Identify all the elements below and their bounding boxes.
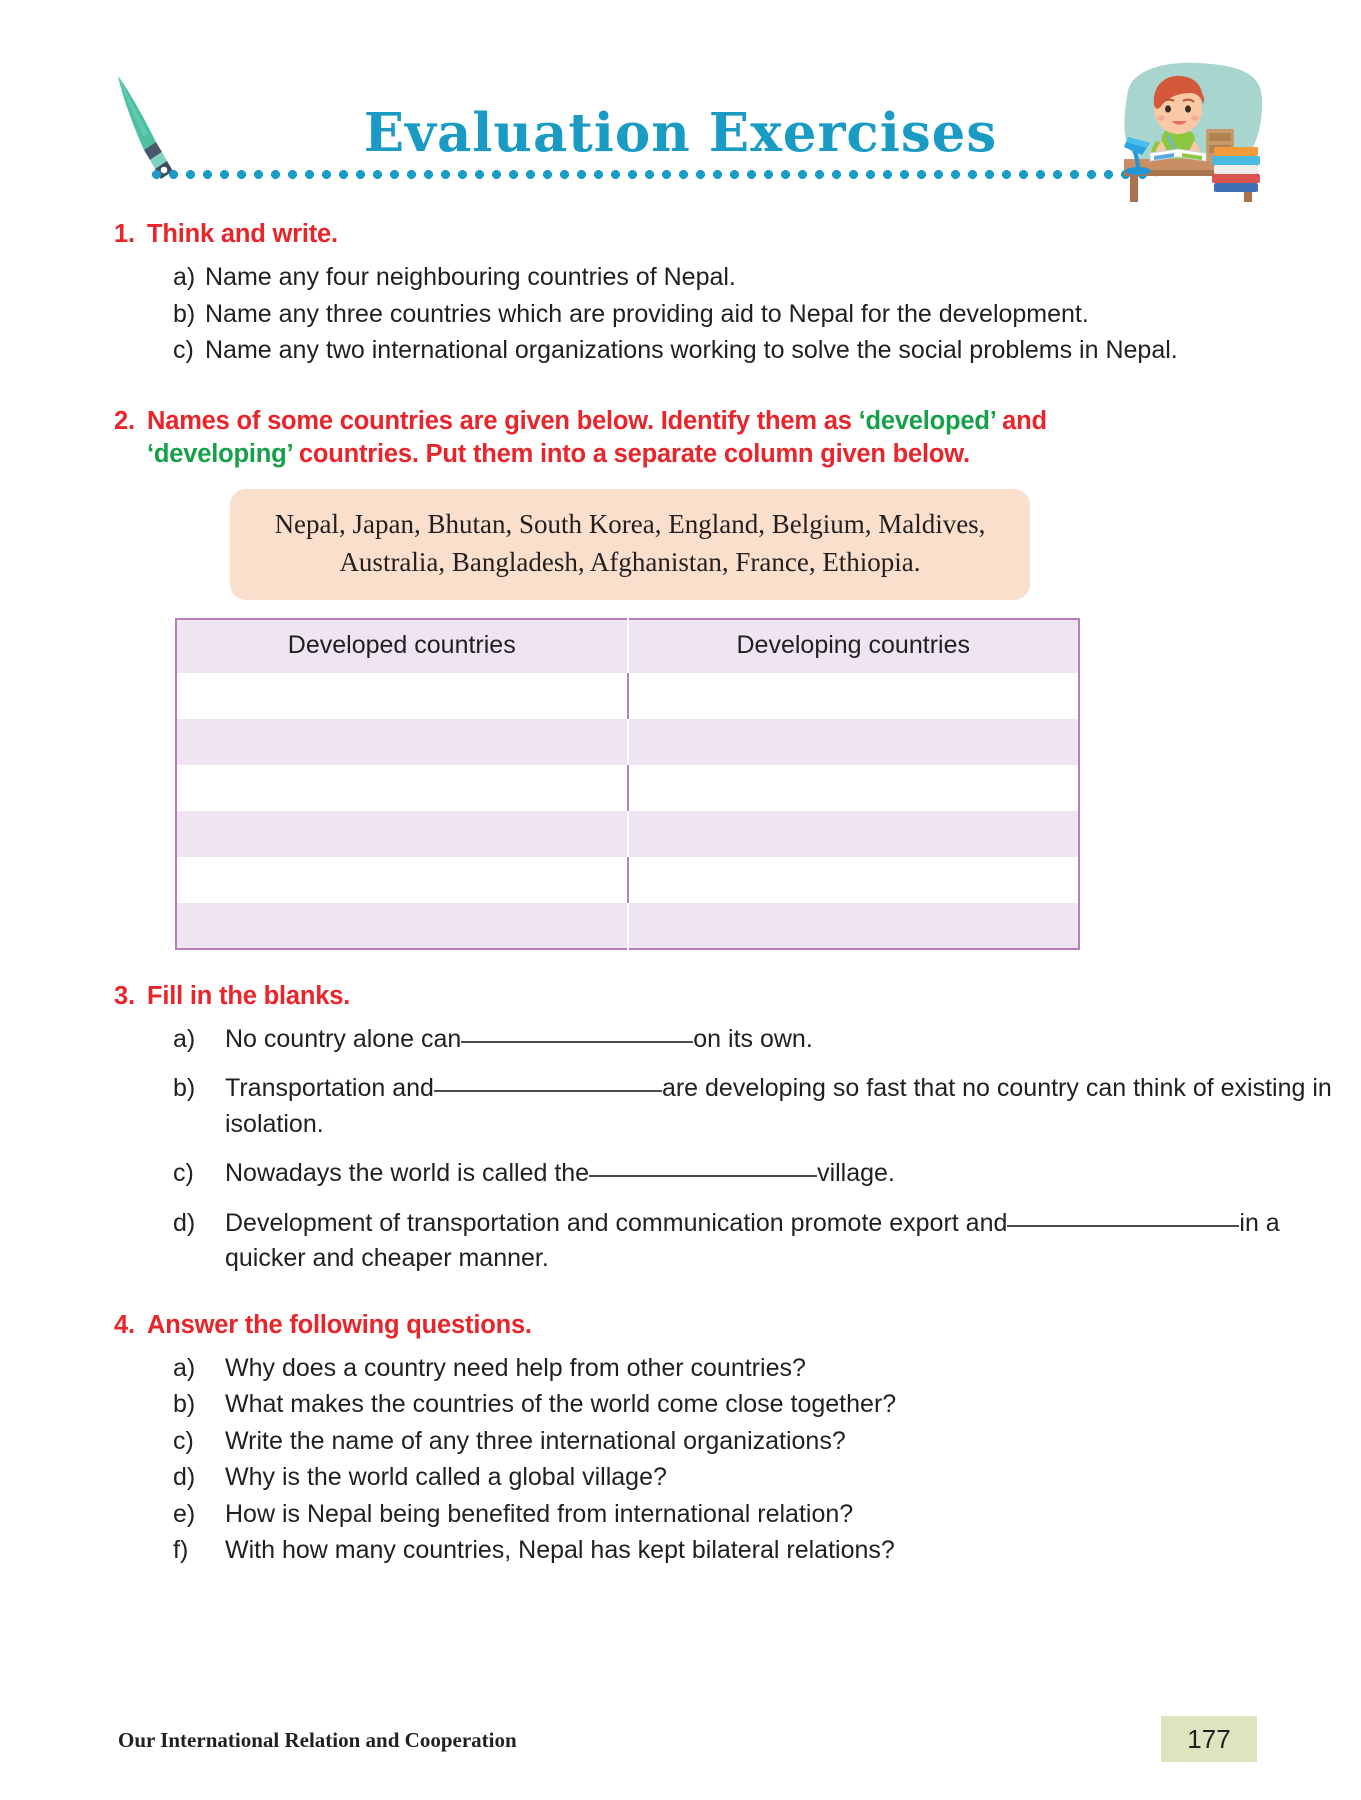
table-cell-developing[interactable] <box>628 719 1080 765</box>
item-label: b) <box>173 299 196 328</box>
item-text <box>225 1022 1361 1058</box>
list-item <box>173 1424 1361 1460</box>
list-item <box>173 1206 1361 1277</box>
blank-prefix: Nowadays the world is called the <box>225 1159 590 1188</box>
section-title-2 <box>147 405 1071 471</box>
list-item <box>173 1071 1361 1142</box>
list-item <box>173 1351 1361 1387</box>
heading-developed: ‘developed’ <box>858 406 996 435</box>
item-label: d) <box>173 1463 196 1492</box>
page-number: 177 <box>1161 1716 1257 1762</box>
question-list-3 <box>173 1022 1361 1277</box>
blank-suffix: in a quicker and cheaper manner. <box>225 1208 1280 1273</box>
item-text: Name any three countries which are providing aid to Nepal for the development. <box>205 299 1089 328</box>
list-item <box>173 1460 1361 1496</box>
item-label: b) <box>173 1074 196 1103</box>
item-text: What makes the countries of the world come close together? <box>225 1390 897 1419</box>
item-text: Write the name of any three international organizations? <box>225 1426 846 1455</box>
item-label: e) <box>173 1499 196 1528</box>
table-cell-developed[interactable] <box>176 811 628 857</box>
list-item <box>173 1156 1361 1192</box>
item-text: Why is the world called a global village? <box>225 1463 667 1492</box>
section-title-3: Fill in the blanks. <box>147 981 351 1010</box>
table-row <box>176 719 1079 765</box>
table-row <box>176 903 1079 949</box>
table-row <box>176 673 1079 719</box>
country-list-box <box>230 489 1030 600</box>
table-header-row <box>176 619 1079 673</box>
table-cell-developed[interactable] <box>176 857 628 903</box>
fill-blank-line[interactable] <box>1007 1225 1239 1227</box>
table-cell-developed[interactable] <box>176 903 628 949</box>
country-list-line-1: Nepal, Japan, Bhutan, South Korea, England, Belgium, Maldives, <box>274 508 986 539</box>
fill-blank-line[interactable] <box>434 1090 662 1092</box>
item-label: d) <box>173 1208 196 1237</box>
item-label: a) <box>173 1353 196 1382</box>
blank-suffix: are developing so fast that no country can think of existing in isolation. <box>225 1074 1332 1138</box>
fill-blank-line[interactable] <box>461 1041 693 1043</box>
section-number-4: 4. <box>114 1310 135 1339</box>
item-text: With how many countries, Nepal has kept bilateral relations? <box>225 1536 895 1565</box>
list-item <box>173 297 1361 333</box>
blank-suffix: village. <box>817 1159 895 1188</box>
chapter-title: Our International Relation and Cooperation <box>118 1728 517 1752</box>
heading-developing: ‘developing’ <box>147 439 292 468</box>
fill-blank-line[interactable] <box>589 1175 817 1177</box>
boy-studying-illustration <box>1106 53 1276 203</box>
column-header-developed: Developed countries <box>176 619 628 673</box>
dotted-divider <box>148 170 1156 179</box>
item-text <box>225 1071 1361 1142</box>
country-list-line-2: Australia, Bangladesh, Afghanistan, France, Ethiopia. <box>339 547 921 578</box>
page-title-part2: Exercises <box>708 102 998 164</box>
blank-suffix: on its own. <box>693 1024 813 1053</box>
page-footer <box>0 1716 1361 1762</box>
item-text: Why does a country need help from other countries? <box>225 1353 806 1382</box>
table-cell-developed[interactable] <box>176 719 628 765</box>
column-header-developing: Developing countries <box>628 619 1080 673</box>
item-text <box>225 1206 1361 1277</box>
section-title-1: Think and write. <box>147 220 338 248</box>
section-heading-3 <box>113 980 1361 1013</box>
item-text: How is Nepal being benefited from international relation? <box>225 1499 854 1528</box>
section-heading-2 <box>113 405 1361 471</box>
item-label: b) <box>173 1390 196 1419</box>
heading-part-b: and <box>995 406 1047 435</box>
section-number-2: 2. <box>114 406 135 435</box>
page-header <box>0 58 1361 203</box>
section-number-1: 1. <box>114 220 135 248</box>
section-number-3: 3. <box>114 981 135 1010</box>
item-text: Name any four neighbouring countries of Nepal. <box>205 263 736 292</box>
section-heading-1 <box>113 218 1361 251</box>
blank-prefix: Transportation and <box>225 1074 434 1103</box>
item-label: f) <box>173 1536 189 1565</box>
list-item <box>173 1533 1361 1569</box>
classification-table <box>175 618 1080 950</box>
list-item <box>173 333 1361 369</box>
table-cell-developing[interactable] <box>628 673 1080 719</box>
question-list-4 <box>173 1351 1361 1569</box>
item-label: a) <box>173 263 196 292</box>
table-row <box>176 811 1079 857</box>
item-text <box>225 1156 1361 1192</box>
table-cell-developing[interactable] <box>628 903 1080 949</box>
list-item <box>173 1497 1361 1533</box>
table-cell-developing[interactable] <box>628 811 1080 857</box>
section-heading-4 <box>113 1309 1361 1342</box>
list-item <box>173 260 1361 296</box>
section-title-4: Answer the following questions. <box>147 1310 532 1339</box>
question-list-1 <box>173 260 1361 369</box>
item-text: Name any two international organizations working to solve the social problems in Nepal. <box>205 336 1178 365</box>
list-item <box>173 1387 1361 1423</box>
table-cell-developed[interactable] <box>176 765 628 811</box>
item-label: c) <box>173 1426 194 1455</box>
table-cell-developed[interactable] <box>176 673 628 719</box>
list-item <box>173 1022 1361 1058</box>
blank-prefix: Development of transportation and communication promote export and <box>225 1208 1008 1237</box>
page-title-part1: Evaluation <box>363 102 691 164</box>
page-content <box>0 218 1361 1569</box>
table-row <box>176 857 1079 903</box>
heading-part-c: countries. Put them into a separate column given below. <box>291 439 970 468</box>
item-label: c) <box>173 1159 194 1188</box>
item-label: a) <box>173 1024 196 1053</box>
heading-part-a: Names of some countries are given below. Identify them as <box>147 406 859 435</box>
blank-prefix: No country alone can <box>225 1024 462 1053</box>
table-cell-developing[interactable] <box>628 857 1080 903</box>
item-label: c) <box>173 336 194 365</box>
table-row <box>176 765 1079 811</box>
table-cell-developing[interactable] <box>628 765 1080 811</box>
